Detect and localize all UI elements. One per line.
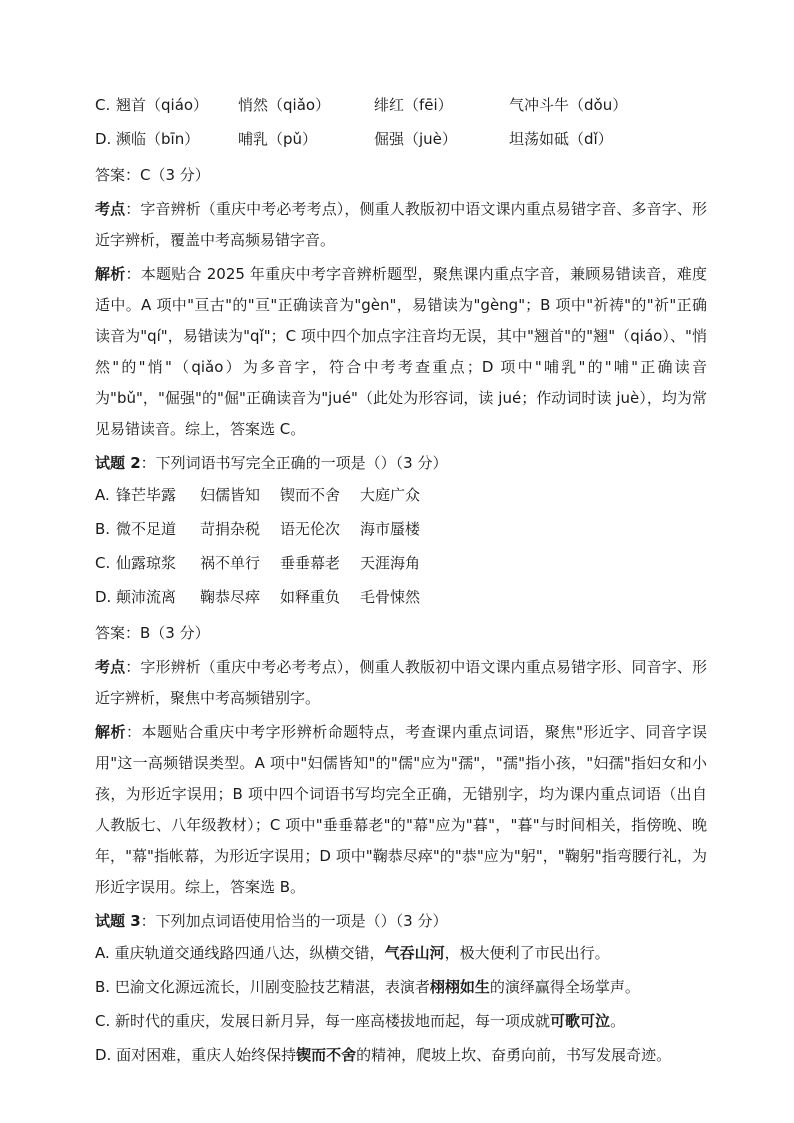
- option-item: 海市蜃楼: [360, 520, 421, 538]
- option-item: 濒临（bīn）: [116, 130, 200, 148]
- option-letter: A.: [95, 486, 110, 504]
- option-letter: D.: [95, 130, 112, 148]
- option-item: 翘首（qiáo）: [116, 96, 209, 114]
- option-item: 毛骨悚然: [360, 588, 421, 606]
- highlighted-phrase: 可歌可泣: [550, 1012, 611, 1030]
- option-item: 语无伦次: [280, 520, 341, 538]
- q1-kaodian: 考点：字音辨析（重庆中考必考考点），侧重人教版初中语文课内重点易错字音、多音字、形近字辨析，覆盖中考高频易错字音。: [95, 200, 707, 249]
- option-item: 妇儒皆知: [200, 486, 261, 504]
- q3-option-b: B. 巴渝文化源远流长，川剧变脸技艺精湛，表演者栩栩如生的演绎赢得全场掌声。: [95, 978, 640, 996]
- option-letter: B.: [95, 978, 111, 996]
- q2-kaodian: 考点：字形辨析（重庆中考必考考点），侧重人教版初中语文课内重点易错字形、同音字、形近字辨析，聚焦中考高频错别字。: [95, 658, 707, 707]
- option-item: 倔强（juè）: [374, 130, 457, 148]
- q2-option-c: [95, 550, 707, 584]
- option-item: 锲而不舍: [280, 486, 341, 504]
- option-item: 鞠恭尽瘁: [200, 588, 261, 606]
- q1-option-c: [95, 92, 707, 126]
- option-letter: A.: [95, 944, 110, 962]
- q3-title: 试题 3：下列加点词语使用恰当的一项是（）（3 分）: [95, 912, 448, 930]
- option-item: 天涯海角: [360, 554, 421, 572]
- option-item: 如释重负: [280, 588, 341, 606]
- option-item: 大庭广众: [360, 486, 421, 504]
- option-item: 坦荡如砥（dǐ）: [509, 130, 613, 148]
- option-item: 微不足道: [116, 520, 177, 538]
- option-item: 颠沛流离: [116, 588, 177, 606]
- highlighted-phrase: 锲而不舍: [296, 1046, 357, 1064]
- option-letter: B.: [95, 520, 111, 538]
- option-item: 仙露琼浆: [116, 554, 177, 572]
- option-item: 垂垂幕老: [280, 554, 341, 572]
- option-letter: C.: [95, 1012, 111, 1030]
- option-item: 苛捐杂税: [200, 520, 261, 538]
- q2-option-d: [95, 584, 707, 618]
- q2-answer: 答案：B（3 分）: [95, 624, 210, 642]
- option-letter: C.: [95, 554, 111, 572]
- document-content: [95, 92, 707, 1076]
- q1-answer: 答案：C（3 分）: [95, 166, 210, 184]
- q2-option-b: [95, 516, 707, 550]
- q2-jiexi: 解析：本题贴合重庆中考字形辨析命题特点，考查课内重点词语，聚焦"形近字、同音字误用"这一高频错误类型。A 项中"妇儒皆知"的"儒"应为"孺"，"孺"指小孩，"妇孺"指妇女和小孩，为形近字误用；B 项中四个词语书写均完全正确，无错别字，均为课内重点词语（出自人教版七、八年级教材）；C 项中"垂垂幕老"的"幕"应为"暮"，"暮"与时间相关，指傍晚、晚年，"幕"指帐幕，为形近字误用；D 项中"鞠恭尽瘁"的"恭"应为"躬"，"鞠躬"指弯腰行礼，为形近字误用。综上，答案选 B。: [95, 723, 707, 896]
- option-item: 气冲斗牛（dǒu）: [509, 96, 628, 114]
- q1-jiexi: 解析：本题贴合 2025 年重庆中考字音辨析题型，聚焦课内重点字音，兼顾易错读音，难度适中。A 项中"亘古"的"亘"正确读音为"gèn"，易错读为"gèng"；B 项中"祈祷"的"祈"正确读音为"qí"，易错读为"qǐ"；C 项中四个加点字注音均无误，其中"翘首"的"翘"（qiáo）、"悄然"的"悄"（qiǎo）为多音字，符合中考考查重点；D 项中"哺乳"的"哺"正确读音为"bǔ"，"倔强"的"倔"正确读音为"jué"（此处为形容词，读 jué；作动词时读 juè），均为常见易错读音。综上，答案选 C。: [95, 265, 707, 438]
- option-letter: D.: [95, 588, 112, 606]
- q3-option-a: A. 重庆轨道交通线路四通八达，纵横交错，气吞山河，极大便利了市民出行。: [95, 944, 610, 962]
- q3-option-c: C. 新时代的重庆，发展日新月异，每一座高楼拔地而起，每一项成就可歌可泣。: [95, 1012, 626, 1030]
- q1-option-d: [95, 126, 707, 160]
- option-letter: D.: [95, 1046, 112, 1064]
- option-letter: C.: [95, 96, 111, 114]
- q3-option-d: D. 面对困难，重庆人始终保持锲而不舍的精神，爬坡上坎、奋勇向前，书写发展奇迹。: [95, 1046, 672, 1064]
- highlighted-phrase: 气吞山河: [384, 944, 445, 962]
- option-item: 锋芒毕露: [116, 486, 177, 504]
- option-item: 祸不单行: [200, 554, 261, 572]
- option-item: 绯红（fēi）: [374, 96, 453, 114]
- highlighted-phrase: 栩栩如生: [429, 978, 490, 996]
- q2-option-a: [95, 482, 707, 516]
- q2-title: 试题 2：下列词语书写完全正确的一项是（）（3 分）: [95, 454, 448, 472]
- option-item: 哺乳（pǔ）: [238, 130, 318, 148]
- option-item: 悄然（qiǎo）: [238, 96, 331, 114]
